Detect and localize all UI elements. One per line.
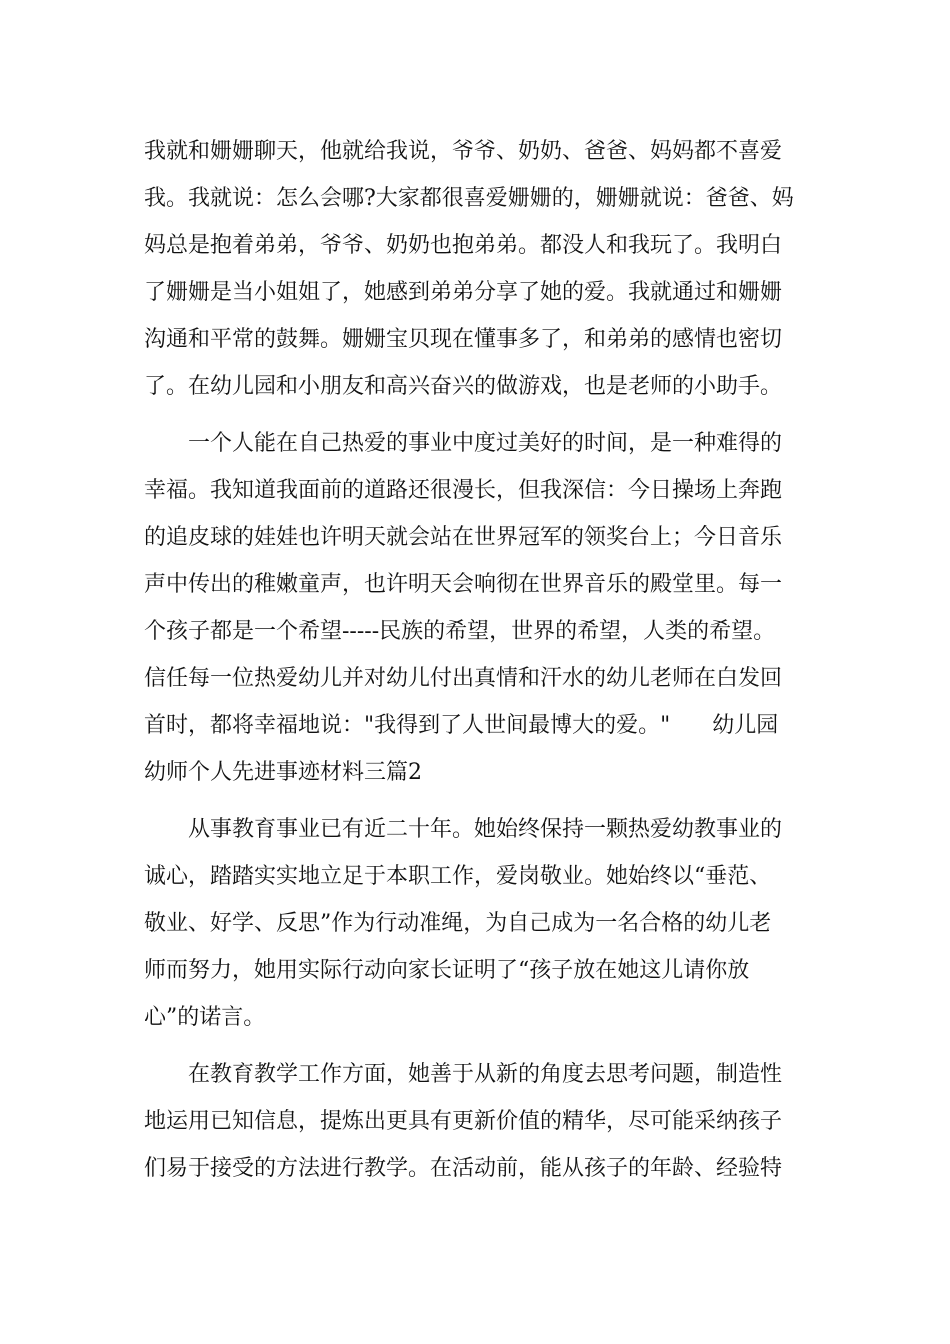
paragraph (144, 420, 812, 796)
text-line: 诚心，踏踏实实地立足于本职工作，爱岗敬业。她始终以“垂范、 (144, 864, 772, 889)
text-line: 声中传出的稚嫩童声，也许明天会响彻在世界音乐的殿堂里。每一 (144, 572, 783, 597)
text-line: 了姗姗是当小姐姐了，她感到弟弟分享了她的爱。我就通过和姗姗 (144, 280, 783, 305)
text-line: 从事教育事业已有近二十年。她始终保持一颗热爱幼教事业的 (188, 817, 783, 842)
text-line: 我。我就说：怎么会哪?大家都很喜爱姗姗的，姗姗就说：爸爸、妈 (144, 186, 794, 211)
paragraph (144, 806, 812, 1041)
text-line: 幸福。我知道我面前的道路还很漫长，但我深信：今日操场上奔跑 (144, 478, 783, 503)
paragraph (144, 1051, 812, 1192)
text-line: 心”的诺言。 (144, 1005, 266, 1030)
text-line: 我就和姗姗聊天，他就给我说，爷爷、奶奶、爸爸、妈妈都不喜爱 (144, 139, 783, 164)
text-line: 在教育教学工作方面，她善于从新的角度去思考问题，制造性 (188, 1062, 783, 1087)
paragraph-gap (144, 410, 812, 420)
text-line: 信任每一位热爱幼儿并对幼儿付出真情和汗水的幼儿老师在白发回 (144, 666, 783, 691)
text-line: 师而努力，她用实际行动向家长证明了“孩子放在她这儿请你放 (144, 958, 750, 983)
text-line: 妈总是抱着弟弟，爷爷、奶奶也抱弟弟。都没人和我玩了。我明白 (144, 233, 783, 258)
paragraph-gap (144, 796, 812, 806)
text-line: 们易于接受的方法进行教学。在活动前，能从孩子的年龄、经验特 (144, 1156, 783, 1181)
text-line: 沟通和平常的鼓舞。姗姗宝贝现在懂事多了，和弟弟的感情也密切 (144, 327, 783, 352)
text-line: 地运用已知信息，提炼出更具有更新价值的精华，尽可能采纳孩子 (144, 1109, 783, 1134)
text-line: 敬业、好学、反思”作为行动准绳，为自己成为一名合格的幼儿老 (144, 911, 772, 936)
text-line: 幼师个人先进事迹材料三篇2 (144, 760, 422, 785)
paragraph-gap (144, 1041, 812, 1051)
text-line: 了。在幼儿园和小朋友和高兴奋兴的做游戏，也是老师的小助手。 (144, 374, 783, 399)
document-body (144, 128, 812, 1192)
paragraph (144, 128, 812, 410)
text-line: 的追皮球的娃娃也许明天就会站在世界冠军的领奖台上；今日音乐 (144, 525, 783, 550)
text-line: 首时，都将幸福地说："我得到了人世间最博大的爱。" 幼儿园 (144, 713, 779, 738)
text-line: 个孩子都是一个希望-----民族的希望，世界的希望，人类的希望。 (144, 619, 776, 644)
text-line: 一个人能在自己热爱的事业中度过美好的时间，是一种难得的 (188, 431, 783, 456)
